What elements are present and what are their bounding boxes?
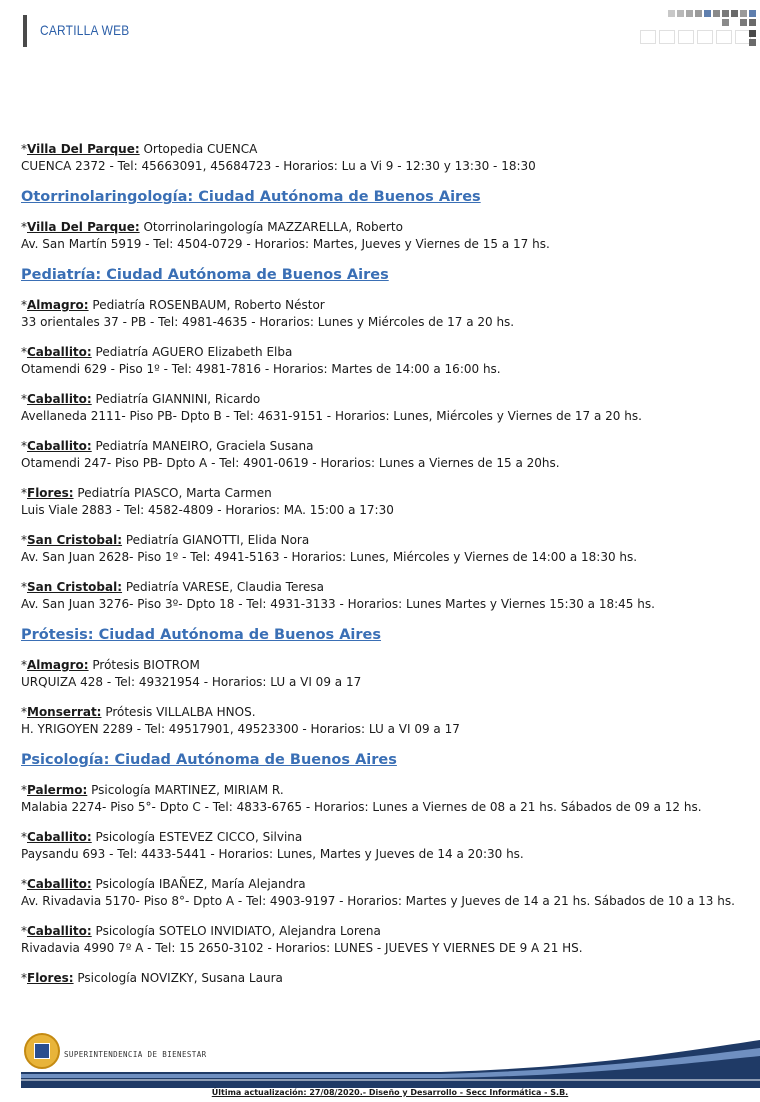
entry-bullet: *	[21, 971, 27, 985]
entry-bullet: *	[21, 392, 27, 406]
entry-heading	[21, 579, 751, 596]
institution-logo	[24, 1033, 60, 1069]
directory-entry	[21, 391, 751, 425]
entry-provider-name: Prótesis VILLALBA HNOS.	[105, 705, 256, 719]
entry-heading	[21, 923, 751, 940]
entry-location: Villa Del Parque:	[27, 220, 140, 234]
entry-heading	[21, 297, 751, 314]
entry-details: 33 orientales 37 - PB - Tel: 4981-4635 - Horarios: Lunes y Miércoles de 17 a 20 hs.	[21, 315, 515, 329]
entry-provider-name: Ortopedia CUENCA	[143, 142, 258, 156]
entry-heading	[21, 141, 751, 158]
directory-entry	[21, 923, 751, 957]
directory-entry	[21, 219, 751, 253]
entry-heading	[21, 657, 751, 674]
entry-heading	[21, 782, 751, 799]
directory-entry	[21, 876, 751, 910]
entry-details: Otamendi 247- Piso PB- Dpto A - Tel: 4901-0619 - Horarios: Lunes a Viernes de 15 a 20hs.	[21, 456, 560, 470]
footer-wave-graphic	[21, 1038, 760, 1088]
entry-bullet: *	[21, 298, 27, 312]
entry-provider-name: Pediatría PIASCO, Marta Carmen	[77, 486, 272, 500]
entry-bullet: *	[21, 220, 27, 234]
entry-location: Caballito:	[27, 877, 92, 891]
entry-location: Almagro:	[27, 298, 89, 312]
entry-location: Caballito:	[27, 439, 92, 453]
entry-location: Caballito:	[27, 392, 92, 406]
entry-bullet: *	[21, 877, 27, 891]
directory-entry	[21, 141, 751, 175]
entry-provider-name: Pediatría GIANNINI, Ricardo	[95, 392, 261, 406]
section-title[interactable]: Otorrinolaringología: Ciudad Autónoma de Buenos Aires	[21, 189, 481, 205]
entry-details: Av. San Juan 3276- Piso 3º- Dpto 18 - Tel: 4931-3133 - Horarios: Lunes Martes y Viernes 15:30 a 18:45 hs.	[21, 597, 655, 611]
footer-organization: SUPERINTENDENCIA DE BIENESTAR	[64, 1050, 207, 1059]
entry-location: Flores:	[27, 971, 74, 985]
entry-provider-name: Pediatría MANEIRO, Graciela Susana	[95, 439, 314, 453]
entry-location: Caballito:	[27, 345, 92, 359]
entry-location: Caballito:	[27, 924, 92, 938]
entry-provider-name: Pediatría AGUERO Elizabeth Elba	[95, 345, 293, 359]
directory-entry	[21, 829, 751, 863]
directory-entry	[21, 579, 751, 613]
footer-update-note: Última actualización: 27/08/2020.- Diseño y Desarrollo - Secc Informática - S.B.	[211, 1088, 569, 1097]
entry-heading	[21, 391, 751, 408]
entry-bullet: *	[21, 533, 27, 547]
entry-bullet: *	[21, 658, 27, 672]
entry-location: Monserrat:	[27, 705, 102, 719]
entry-bullet: *	[21, 345, 27, 359]
directory-entry	[21, 485, 751, 519]
entry-details: Malabia 2274- Piso 5°- Dpto C - Tel: 4833-6765 - Horarios: Lunes a Viernes de 08 a 21 hs. Sábados de 09 a 12 hs.	[21, 800, 702, 814]
entry-details: Av. Rivadavia 5170- Piso 8°- Dpto A - Tel: 4903-9197 - Horarios: Martes y Jueves de 14 a 21 hs. Sábados de 10 a 13 hs.	[21, 894, 735, 908]
directory-entry	[21, 704, 751, 738]
entry-details: Paysandu 693 - Tel: 4433-5441 - Horarios: Lunes, Martes y Jueves de 14 a 20:30 hs.	[21, 847, 524, 861]
directory-entry	[21, 782, 751, 816]
entry-location: Villa Del Parque:	[27, 142, 140, 156]
entry-heading	[21, 876, 751, 893]
entry-details: Rivadavia 4990 7º A - Tel: 15 2650-3102 - Horarios: LUNES - JUEVES Y VIERNES DE 9 A 21 HS.	[21, 941, 583, 955]
directory-entry	[21, 297, 751, 331]
header-accent-bar	[23, 15, 27, 47]
directory-entry	[21, 438, 751, 472]
entry-bullet: *	[21, 580, 27, 594]
entry-details: Avellaneda 2111- Piso PB- Dpto B - Tel: 4631-9151 - Horarios: Lunes, Miércoles y Viernes de 17 a 20 hs.	[21, 409, 642, 423]
entry-provider-name: Psicología MARTINEZ, MIRIAM R.	[91, 783, 284, 797]
directory-entry	[21, 532, 751, 566]
entry-details: Av. San Juan 2628- Piso 1º - Tel: 4941-5163 - Horarios: Lunes, Miércoles y Viernes de 14:00 a 18:30 hs.	[21, 550, 638, 564]
entry-details: CUENCA 2372 - Tel: 45663091, 45684723 - Horarios: Lu a Vi 9 - 12:30 y 13:30 - 18:30	[21, 159, 536, 173]
directory-entry	[21, 344, 751, 378]
entry-heading	[21, 704, 751, 721]
section-title[interactable]: Prótesis: Ciudad Autónoma de Buenos Aires	[21, 627, 382, 643]
directory-entry	[21, 970, 751, 987]
section-title[interactable]: Psicología: Ciudad Autónoma de Buenos Aires	[21, 752, 397, 768]
entry-provider-name: Pediatría GIANOTTI, Elida Nora	[125, 533, 310, 547]
entry-bullet: *	[21, 439, 27, 453]
entry-provider-name: Psicología SOTELO INVIDIATO, Alejandra Lorena	[95, 924, 381, 938]
entry-heading	[21, 485, 751, 502]
entry-provider-name: Prótesis BIOTROM	[92, 658, 200, 672]
entry-bullet: *	[21, 486, 27, 500]
entry-provider-name: Psicología NOVIZKY, Susana Laura	[77, 971, 283, 985]
entry-provider-name: Psicología IBAÑEZ, María Alejandra	[95, 877, 306, 891]
entry-heading	[21, 219, 751, 236]
entry-details: Luis Viale 2883 - Tel: 4582-4809 - Horarios: MA. 15:00 a 17:30	[21, 503, 394, 517]
directory-entry	[21, 657, 751, 691]
entry-details: H. YRIGOYEN 2289 - Tel: 49517901, 49523300 - Horarios: LU a VI 09 a 17	[21, 722, 460, 736]
entry-provider-name: Otorrinolaringología MAZZARELLA, Roberto	[143, 220, 403, 234]
entry-heading	[21, 829, 751, 846]
entry-details: Av. San Martín 5919 - Tel: 4504-0729 - Horarios: Martes, Jueves y Viernes de 15 a 17 hs.	[21, 237, 550, 251]
entry-heading	[21, 438, 751, 455]
entry-location: Caballito:	[27, 830, 92, 844]
directory-content	[21, 141, 751, 1000]
page-footer	[21, 1028, 760, 1088]
entry-bullet: *	[21, 705, 27, 719]
entry-bullet: *	[21, 830, 27, 844]
entry-location: Flores:	[27, 486, 74, 500]
entry-heading	[21, 344, 751, 361]
entry-location: Palermo:	[27, 783, 88, 797]
entry-bullet: *	[21, 142, 27, 156]
entry-provider-name: Pediatría VARESE, Claudia Teresa	[125, 580, 325, 594]
entry-bullet: *	[21, 924, 27, 938]
entry-details: Otamendi 629 - Piso 1º - Tel: 4981-7816 - Horarios: Martes de 14:00 a 16:00 hs.	[21, 362, 501, 376]
header-title: CARTILLA WEB	[40, 22, 130, 38]
entry-provider-name: Pediatría ROSENBAUM, Roberto Néstor	[92, 298, 325, 312]
entry-location: San Cristobal:	[27, 533, 123, 547]
entry-heading	[21, 532, 751, 549]
entry-location: Almagro:	[27, 658, 89, 672]
page-header	[0, 0, 760, 60]
entry-details: URQUIZA 428 - Tel: 49321954 - Horarios: LU a VI 09 a 17	[21, 675, 362, 689]
entry-location: San Cristobal:	[27, 580, 123, 594]
section-title[interactable]: Pediatría: Ciudad Autónoma de Buenos Aires	[21, 267, 389, 283]
entry-provider-name: Psicología ESTEVEZ CICCO, Silvina	[95, 830, 303, 844]
entry-heading	[21, 970, 751, 987]
entry-bullet: *	[21, 783, 27, 797]
header-decoration-grid	[640, 10, 760, 50]
